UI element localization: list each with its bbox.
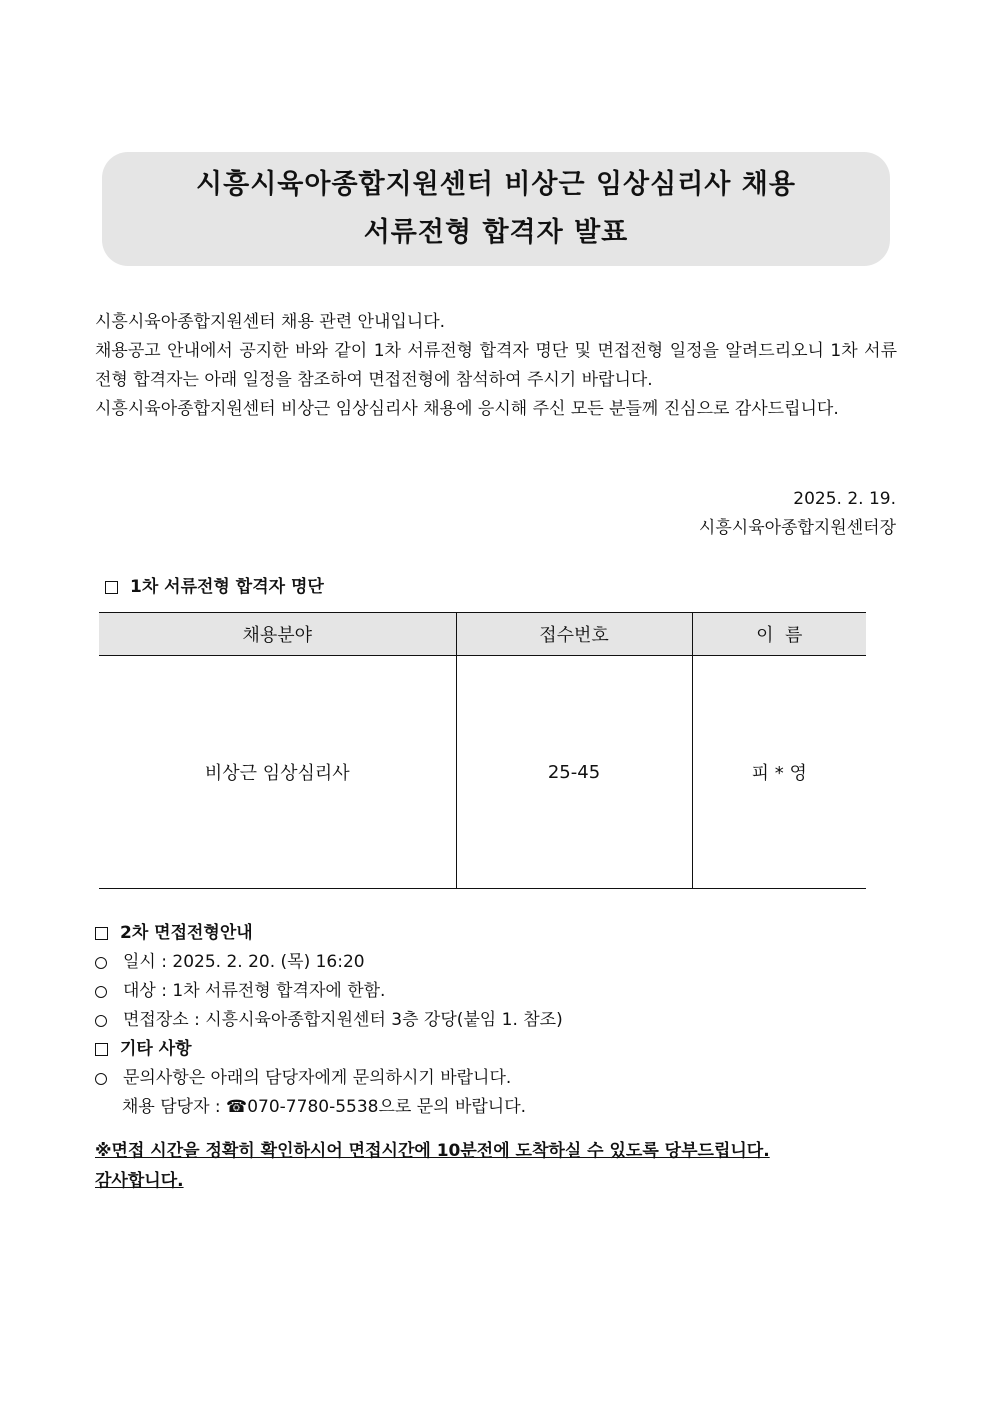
list-item <box>95 1064 511 1093</box>
header-field: 채용분야 <box>99 613 456 656</box>
notice-line-2: 감사합니다. <box>95 1171 184 1191</box>
title-line-1: 시흥시육아종합지원센터 비상근 임상심리사 채용 <box>196 169 796 200</box>
square-bullet-icon <box>95 927 108 940</box>
section2-heading <box>95 919 253 948</box>
title-line-2: 서류전형 합격자 발표 <box>363 217 629 248</box>
interview-location: 면접장소 : 시흥시육아종합지원센터 3층 강당(붙임 1. 참조) <box>123 1010 563 1030</box>
header-receipt-number: 접수번호 <box>456 613 692 656</box>
section2-heading-text: 2차 면접전형안내 <box>120 923 253 943</box>
list-item <box>95 948 365 977</box>
list-item <box>95 1006 563 1035</box>
cell-receipt-number: 25-45 <box>456 656 692 889</box>
inquiry-text: 문의사항은 아래의 담당자에게 문의하시기 바랍니다. <box>123 1068 512 1088</box>
interview-datetime: 일시 : 2025. 2. 20. (목) 16:20 <box>123 952 365 972</box>
announcement-date: 2025. 2. 19. <box>793 489 896 509</box>
section3-heading <box>95 1035 192 1064</box>
circle-bullet-icon <box>95 957 107 969</box>
results-table <box>99 612 866 889</box>
section1-heading <box>105 573 324 602</box>
title-box <box>102 152 890 266</box>
table-row <box>99 656 866 889</box>
intro-line-3: 시흥시육아종합지원센터 비상근 임상심리사 채용에 응시해 주신 모든 분들께 진심으로 감사드립니다. <box>95 399 839 419</box>
notice-line-1: ※면접 시간을 정확히 확인하시어 면접시간에 10분전에 도착하실 수 있도록 당부드립니다. <box>95 1141 770 1161</box>
intro-text <box>95 308 897 424</box>
square-bullet-icon <box>105 581 118 594</box>
circle-bullet-icon <box>95 986 107 998</box>
circle-bullet-icon <box>95 1015 107 1027</box>
intro-line-1: 시흥시육아종합지원센터 채용 관련 안내입니다. <box>95 312 446 332</box>
cell-field: 비상근 임상심리사 <box>99 656 456 889</box>
signature: 시흥시육아종합지원센터장 <box>698 518 896 538</box>
interview-target: 대상 : 1차 서류전형 합격자에 한함. <box>123 981 386 1001</box>
table-header-row <box>99 613 866 656</box>
contact-line: 채용 담당자 : ☎070-7780-5538으로 문의 바랍니다. <box>122 1097 527 1117</box>
section3-heading-text: 기타 사항 <box>120 1039 192 1059</box>
circle-bullet-icon <box>95 1073 107 1085</box>
section1-heading-text: 1차 서류전형 합격자 명단 <box>130 577 324 597</box>
square-bullet-icon <box>95 1043 108 1056</box>
intro-line-2: 채용공고 안내에서 공지한 바와 같이 1차 서류전형 합격자 명단 및 면접전형 일정을 알려드리오니 1차 서류전형 합격자는 아래 일정을 참조하여 면접전형에 참석하여 주시기 바랍니다. <box>95 341 897 390</box>
list-item <box>95 977 385 1006</box>
header-name: 이 름 <box>692 613 866 656</box>
cell-name: 피 * 영 <box>692 656 866 889</box>
